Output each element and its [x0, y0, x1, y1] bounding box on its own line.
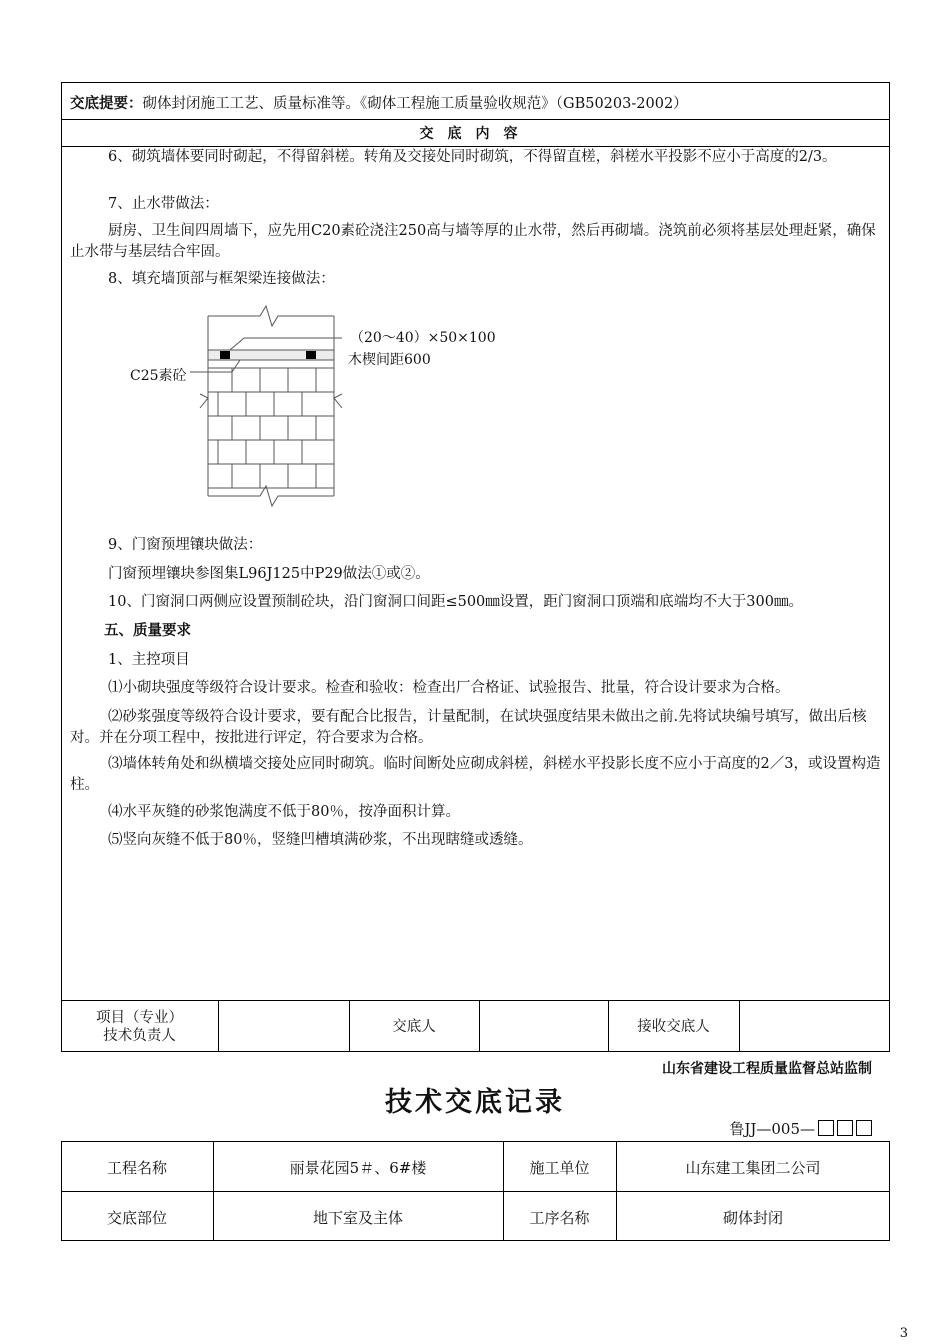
divider — [61, 1000, 890, 1001]
code-box[interactable] — [856, 1120, 872, 1136]
item-10: 10、门窗洞口两侧应设置预制砼块，沿门窗洞口间距≤500㎜设置，距门窗洞口顶端和底端均不大于300㎜。 — [108, 594, 803, 610]
item-8: 8、填充墙顶部与框架梁连接做法： — [108, 271, 335, 287]
wood-wedge-icon — [306, 351, 316, 359]
process-name-value[interactable]: 砌体封闭 — [722, 1209, 783, 1227]
requirement-3: ⑶墙体转角处和纵横墙交接处应同时砌筑。临时间断处应砌成斜槎，斜槎水平投影长度不应小于高度的2／3，或设置构造柱。 — [70, 756, 881, 793]
disclosure-summary — [70, 92, 688, 113]
receiver-label: 接收交底人 — [637, 1019, 710, 1035]
contractor-label: 施工单位 — [529, 1159, 590, 1177]
supervisor-line: 山东省建设工程质量监督总站监制 — [662, 1061, 872, 1077]
discloser-signature-field[interactable] — [479, 1018, 608, 1038]
project-lead-line2: 技术负责人 — [103, 1028, 176, 1044]
discloser-label: 交底人 — [392, 1019, 436, 1035]
requirement-5: ⑸竖向灰缝不低于80％，竖缝凹槽填满砂浆，不出现瞎缝或透缝。 — [108, 832, 533, 848]
summary-text: 砌体封闭施工工艺、质量标准等。《砌体工程施工质量验收规范》（GB50203-2002） — [142, 96, 688, 112]
divider — [61, 119, 890, 120]
wedge-spacing-label: 木楔间距600 — [348, 352, 431, 368]
section-header: 交底内容 — [419, 126, 532, 142]
requirement-4: ⑷水平灰缝的砂浆饱满度不低于80％，按净面积计算。 — [108, 804, 460, 820]
item-7-text: 厨房、卫生间四周墙下，应先用C20素砼浇注250高与墙等厚的止水带，然后再砌墙。浇筑前必须将基层处理赶紧，确保止水带与基层结合牢固。 — [70, 223, 876, 260]
process-name-label: 工序名称 — [529, 1209, 590, 1227]
receiver-signature-field[interactable] — [739, 1018, 890, 1038]
item-9: 9、门窗预埋镶块做法： — [108, 537, 263, 553]
project-name-value[interactable]: 丽景花园5＃、6#楼 — [289, 1159, 427, 1177]
disclosure-part-label: 交底部位 — [106, 1209, 167, 1227]
item-9-text: 门窗预埋镶块参图集L96J125中P29做法①或②。 — [108, 566, 430, 582]
project-name-label: 工程名称 — [106, 1159, 167, 1177]
wedge-size-label: （20～40）×50×100 — [350, 330, 496, 346]
project-lead-line1: 项目（专业） — [96, 1010, 183, 1026]
project-lead-signature-field[interactable] — [218, 1018, 349, 1038]
main-control-items: 1、主控项目 — [108, 652, 190, 668]
summary-label: 交底提要： — [70, 96, 143, 112]
code-box[interactable] — [837, 1120, 853, 1136]
requirement-2: ⑵砂浆强度等级符合设计要求，要有配合比报告，计量配制，在试块强度结果未做出之前.先将试块编号填写，做出后核对。并在分项工程中，按批进行评定，符合要求为合格。 — [70, 709, 867, 746]
wood-wedge-icon — [220, 351, 230, 359]
page-title: 技术交底记录 — [385, 1087, 565, 1118]
quality-requirements-heading: 五、质量要求 — [104, 623, 191, 639]
project-lead-label — [61, 1009, 218, 1045]
code-box[interactable] — [818, 1120, 834, 1136]
contractor-value[interactable]: 山东建工集团二公司 — [685, 1159, 821, 1177]
item-6: 6、砌筑墙体要同时砌起，不得留斜槎。转角及交接处同时砌筑，不得留直槎，斜槎水平投影不应小于高度的2/3。 — [108, 149, 837, 165]
requirement-1: ⑴小砌块强度等级符合设计要求。检查和验收：检查出厂合格证、试验报告、批量，符合设计要求为合格。 — [108, 680, 790, 696]
divider — [61, 1191, 890, 1192]
item-7: 7、止水带做法： — [108, 196, 219, 212]
page-number: 3 — [899, 1326, 908, 1341]
disclosure-part-value[interactable]: 地下室及主体 — [312, 1209, 403, 1227]
concrete-label: C25素砼 — [130, 368, 187, 384]
form-code — [729, 1118, 872, 1139]
form-code-text: 鲁JJ—005— — [729, 1120, 815, 1138]
